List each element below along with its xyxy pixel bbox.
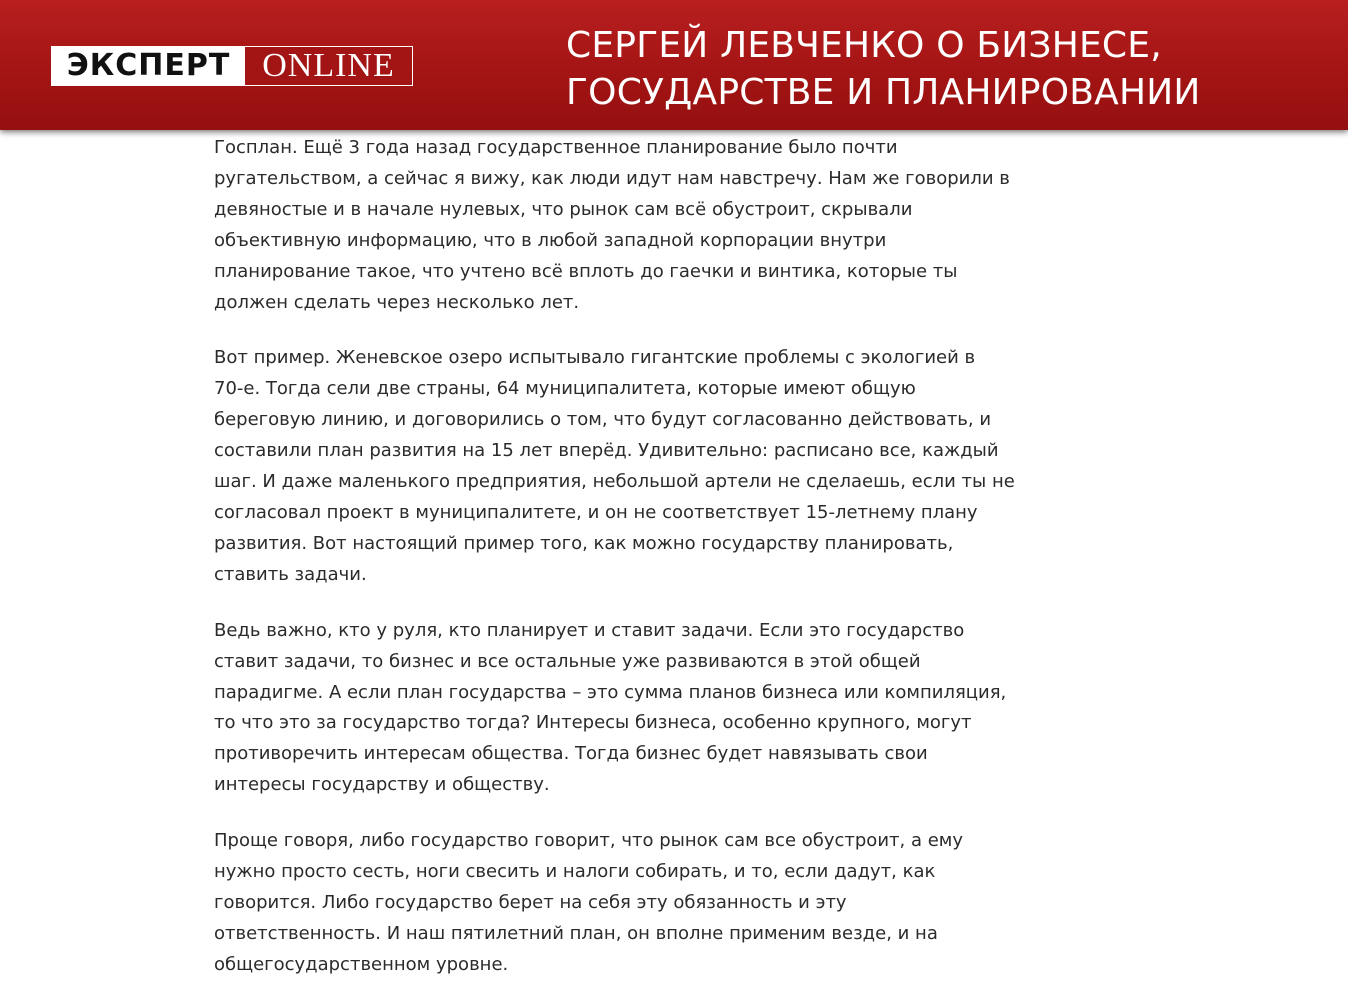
article-paragraph-3: Ведь важно, кто у руля, кто планирует и ставит задачи. Если это государство ставит задачи, то бизнес и все остальные уже развиваются в этой общей парадигме. А если план государства – это сумма планов бизнеса или компиляция, то что это за государство тогда? Интересы бизнеса, особенно крупного, могут противоречить интересам общества. Тогда бизнес будет навязывать свои интересы государству и обществу.	[214, 619, 1007, 796]
article-paragraph-4: Проще говоря, либо государство говорит, что рынок сам все обустроит, а ему нужно просто сесть, ноги свесить и налоги собирать, и то, если дадут, как говорится. Либо государство берет на себя эту обязанность и эту ответственность. И наш пятилетний план, он вполне применим везде, и на общегосударственном уровне.	[214, 830, 964, 975]
title-line-1: СЕРГЕЙ ЛЕВЧЕНКО О БИЗНЕСЕ,	[566, 25, 1162, 66]
page-title	[566, 22, 1326, 116]
logo-online-text: ONLINE	[245, 47, 412, 85]
logo-expert-text: ЭКСПЕРТ	[52, 47, 245, 85]
article-paragraph-2: Вот пример. Женевское озеро испытывало гигантские проблемы с экологией в 70-е. Тогда сели две страны, 64 муниципалитета, которые имеют общую береговую линию, и договорились о том, что будут согласованно действовать, и составили план развития на 15 лет вперёд. Удивительно: расписано все, каждый шаг. И даже маленького предприятия, небольшой артели не сделаешь, если ты не согласовал проект в муниципалитете, и он не соответствует 15-летнему плану развития. Вот настоящий пример того, как можно государству планировать, ставить задачи.	[214, 347, 1015, 585]
expert-online-logo[interactable]	[51, 46, 413, 86]
title-line-2: ГОСУДАРСТВЕ И ПЛАНИРОВАНИИ	[566, 72, 1201, 113]
header-banner	[0, 0, 1348, 130]
article-paragraph-1: Госплан. Ещё 3 года назад государственное планирование было почти ругательством, а сейчас я вижу, как люди идут нам навстречу. Нам же говорили в девяностые и в начале нулевых, что рынок сам всё обустроит, скрывали объективную информацию, что в любой западной корпорации внутри планирование такое, что учтено всё вплоть до гаечки и винтика, которые ты должен сделать через несколько лет.	[214, 137, 1010, 313]
article-body	[214, 133, 1034, 1006]
